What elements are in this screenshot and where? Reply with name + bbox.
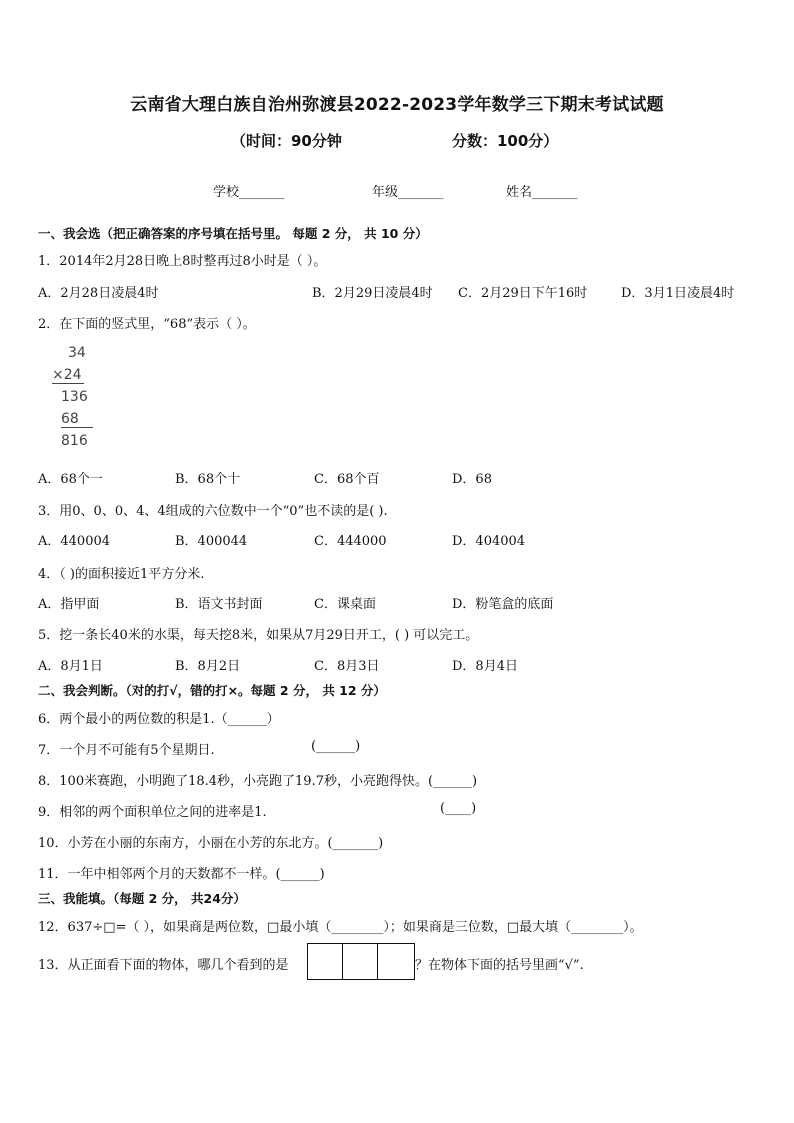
question-12: 12．637÷□=（ ），如果商是两位数，□最小填（________）；如果商是三位数，□最大填（________）。 [38,920,643,935]
section-1-heading: 一、我会选（把正确答案的序号填在括号里。 每题 2 分， 共 10 分） [38,226,428,241]
question-13-prefix: 13．从正面看下面的物体，哪几个看到的是 [38,958,289,973]
question-10: 10．小芳在小丽的东南方，小丽在小芳的东北方。(_______) [38,836,384,851]
grade-field: 年级_______ [372,185,444,200]
square-3 [377,943,415,980]
calc-line-2: ×24 [52,367,82,383]
question-6: 6．两个最小的两位数的积是1.（______） [38,712,280,727]
q2-option-d: D．68 [452,472,492,487]
q9-answer-blank: (____) [440,801,477,816]
q3-option-a: A．440004 [38,534,111,549]
question-13-suffix: ？在物体下面的括号里画“√”. [415,958,584,973]
calc-line-5: 816 [61,433,88,449]
q4-option-a: A．指甲面 [38,597,100,612]
q5-option-a: A．8月1日 [38,659,103,674]
question-4: 4．（ )的面积接近1平方分米. [38,567,205,582]
q1-option-c: C．2月29日下午16时 [458,286,588,301]
calc-line-3: 136 [61,389,88,405]
page-title: 云南省大理白族自治州弥渡县2022-2023学年数学三下期末考试试题 [130,95,664,115]
square-2 [342,943,379,980]
q2-option-b: B．68个十 [175,472,241,487]
q4-option-b: B．语文书封面 [175,597,263,612]
section-2-heading: 二、我会判断。（对的打√，错的打×。每题 2 分， 共 12 分） [38,683,386,698]
score-label: 分数：100分） [452,132,559,150]
name-field: 姓名_______ [506,185,578,200]
calc-line-1: 34 [68,345,86,361]
q5-option-b: B．8月2日 [175,659,241,674]
question-8: 8．100米赛跑，小明跑了18.4秒，小亮跑了19.7秒，小亮跑得快。(______) [38,774,478,789]
q2-option-a: A．68个一 [38,472,103,487]
calc-line-4: 68 [61,411,93,428]
q3-option-d: D．404004 [452,534,526,549]
q3-option-c: C．444000 [314,534,387,549]
time-label: （时间：90分钟 [231,132,342,150]
question-5: 5．挖一条长40米的水渠，每天挖8米，如果从7月29日开工，( ) 可以完工。 [38,628,479,643]
question-9: 9．相邻的两个面积单位之间的进率是1. [38,805,267,820]
q1-option-b: B．2月29日凌晨4时 [312,286,433,301]
question-1: 1．2014年2月28日晚上8时整再过8小时是（ ）。 [38,254,327,269]
q2-option-c: C．68个百 [314,472,380,487]
q3-option-b: B．400044 [175,534,248,549]
q1-option-d: D．3月1日凌晨4时 [621,286,735,301]
square-1 [307,943,344,980]
school-field: 学校_______ [213,185,285,200]
question-3: 3．用0、0、0、4、4组成的六位数中一个“0”也不读的是( ). [38,504,388,519]
q4-option-d: D．粉笔盒的底面 [452,597,554,612]
q5-option-c: C．8月3日 [314,659,380,674]
q7-answer-blank: (______) [311,739,361,754]
q4-option-c: C．课桌面 [314,597,376,612]
q5-option-d: D．8月4日 [452,659,518,674]
section-3-heading: 三、我能填。（每题 2 分， 共24分） [38,891,246,906]
question-2: 2．在下面的竖式里，“68”表示（ ）。 [38,317,256,332]
q1-option-a: A．2月28日凌晨4时 [38,286,159,301]
question-7: 7．一个月不可能有5个星期日. [38,743,215,758]
question-11: 11．一年中相邻两个月的天数都不一样。(______) [38,867,325,882]
